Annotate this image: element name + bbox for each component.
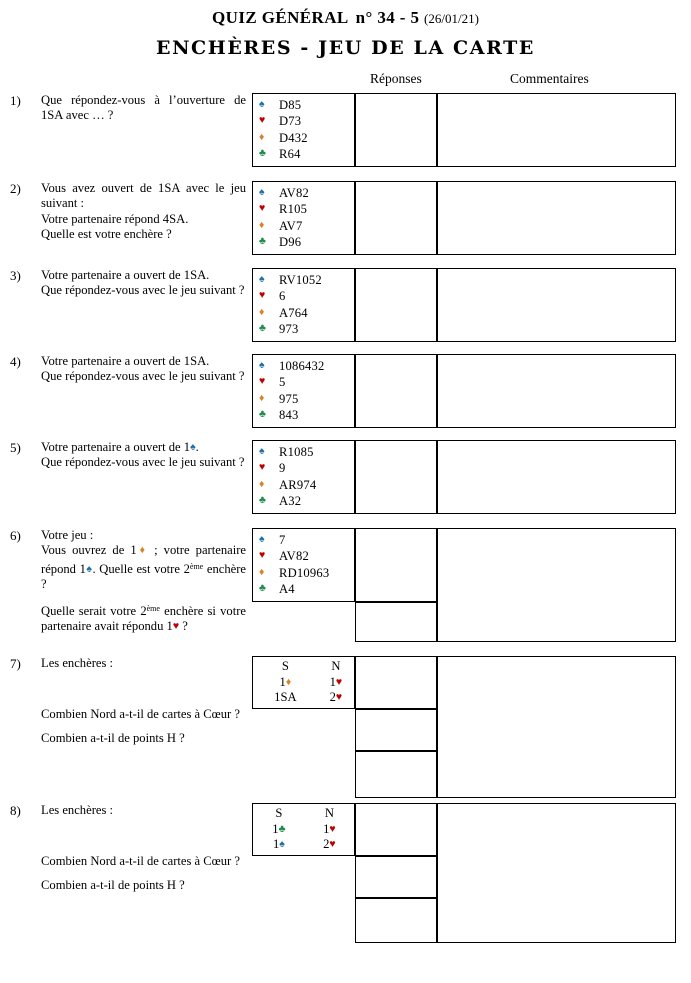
auction-header-north: N <box>331 659 341 673</box>
heart-icon: ♥ <box>335 692 343 703</box>
question-block-1 <box>0 93 691 181</box>
question-text: Votre partenaire a ouvert de 1♠. Que répondez-vous avec le jeu suivant ? <box>41 440 245 470</box>
question-number: 4) <box>10 354 21 369</box>
quiz-page <box>0 8 691 983</box>
spade-icon: ♠ <box>259 186 265 198</box>
response-cell[interactable] <box>355 268 437 342</box>
auction-header-row <box>253 659 354 675</box>
hand-cell <box>252 440 355 514</box>
title-number: n° 34 - 5 <box>355 8 420 27</box>
column-header-responses: Réponses <box>370 71 422 86</box>
hand-cell <box>252 268 355 342</box>
question-line-with-suit: Votre partenaire a ouvert de 1♠. <box>41 440 199 454</box>
spade-icon: ♠ <box>190 442 196 453</box>
response-cell-3[interactable] <box>355 898 437 943</box>
auction-header-south: S <box>281 659 289 673</box>
comment-cell[interactable] <box>437 93 676 167</box>
hand-row-spade <box>259 97 354 113</box>
heart-icon: ♥ <box>259 376 266 388</box>
auction-row <box>253 837 354 852</box>
auction-bid-south: 1SA <box>274 690 297 704</box>
hand-row-heart <box>259 288 354 304</box>
ordinal-suffix: ème <box>146 603 160 613</box>
hand-row-spade <box>259 185 354 201</box>
question-text: Votre partenaire a ouvert de 1SA. Que répondez-vous avec le jeu suivant ? <box>41 354 245 384</box>
hand-list <box>253 441 354 512</box>
diamond-icon: ♦ <box>285 677 292 688</box>
response-cell-1[interactable] <box>355 803 437 856</box>
hand-row-diamond <box>259 565 354 581</box>
auction-table <box>253 806 354 852</box>
diamond-icon: ♦ <box>259 478 265 490</box>
heart-icon: ♥ <box>259 115 266 127</box>
hand-heart-value: D73 <box>279 114 302 129</box>
spade-icon: ♠ <box>259 445 265 457</box>
question-block-6 <box>0 528 691 656</box>
hand-cell <box>252 354 355 428</box>
club-icon: ♣ <box>259 236 266 248</box>
hand-row-diamond <box>259 477 354 493</box>
question-block-4 <box>0 354 691 440</box>
diamond-icon: ♦ <box>136 545 148 557</box>
hand-row-diamond <box>259 130 354 146</box>
hand-cell <box>252 93 355 167</box>
auction-bid-north: 2♥ <box>329 690 343 704</box>
diamond-icon: ♦ <box>259 392 265 404</box>
hand-diamond-value: A764 <box>279 305 308 320</box>
auction-header-north: N <box>324 806 334 820</box>
hand-row-heart <box>259 113 354 129</box>
spade-icon: ♠ <box>259 533 265 545</box>
hand-diamond-value: AR974 <box>279 477 317 492</box>
question-text: Les enchères : Combien Nord a-t-il de cartes à Cœur ? Combien a-t-il de points H ? <box>41 656 240 745</box>
spade-icon: ♠ <box>259 273 265 285</box>
spade-icon: ♠ <box>259 98 265 110</box>
page-subtitle: ENCHÈRES - JEU DE LA CARTE <box>156 37 535 59</box>
heart-icon: ♥ <box>335 677 343 688</box>
hand-heart-value: AV82 <box>279 549 309 564</box>
heart-icon: ♥ <box>259 290 266 302</box>
club-icon: ♣ <box>278 824 286 835</box>
hand-row-heart <box>259 374 354 390</box>
hand-row-spade <box>259 532 354 548</box>
question-block-5 <box>0 440 691 528</box>
response-cell[interactable] <box>355 93 437 167</box>
hand-list <box>253 355 354 426</box>
question-block-7 <box>0 656 691 803</box>
question-text: Votre jeu : Vous ouvrez de 1♦ ; votre partenaire répond 1♠. Quelle est votre 2ème enchère ? Quelle serait votre 2ème enchère si votre partenaire avait répondu 1♥ ? <box>41 528 246 634</box>
column-header-comments: Commentaires <box>510 71 589 86</box>
club-icon: ♣ <box>259 409 266 421</box>
question-number: 7) <box>10 656 21 671</box>
hand-row-diamond <box>259 218 354 234</box>
heart-icon: ♥ <box>259 550 266 562</box>
response-cell-1[interactable] <box>355 528 437 602</box>
hand-row-club <box>259 321 354 337</box>
response-cell-2[interactable] <box>355 709 437 751</box>
question-block-8 <box>0 803 691 943</box>
hand-list <box>253 94 354 165</box>
hand-club-value: 843 <box>279 408 299 423</box>
hand-heart-value: 9 <box>279 461 286 476</box>
heart-icon: ♥ <box>329 824 336 835</box>
hand-row-heart <box>259 201 354 217</box>
diamond-icon: ♦ <box>259 566 265 578</box>
comment-cell[interactable] <box>437 528 676 642</box>
auction-cell <box>252 656 355 709</box>
spade-icon: ♠ <box>85 563 93 575</box>
hand-list <box>253 269 354 340</box>
column-headers <box>0 71 691 93</box>
auction-header-row <box>253 806 354 822</box>
auction-bid-south: 1♦ <box>279 675 292 689</box>
response-cell-1[interactable] <box>355 656 437 709</box>
question-number: 8) <box>10 803 21 818</box>
comment-cell[interactable] <box>437 656 676 798</box>
hand-spade-value: D85 <box>279 98 302 112</box>
hand-heart-value: R105 <box>279 202 308 217</box>
ordinal-suffix: ème <box>189 561 204 571</box>
hand-row-club <box>259 146 354 162</box>
hand-club-value: A32 <box>279 494 302 509</box>
hand-diamond-value: 975 <box>279 391 299 406</box>
club-icon: ♣ <box>259 148 266 160</box>
heart-icon: ♥ <box>329 839 336 850</box>
auction-row <box>253 690 354 705</box>
response-cell[interactable] <box>355 354 437 428</box>
hand-club-value: 973 <box>279 322 299 337</box>
hand-diamond-value: AV7 <box>279 218 303 233</box>
comment-cell[interactable] <box>437 354 676 428</box>
response-cell[interactable] <box>355 181 437 255</box>
hand-cell <box>252 181 355 255</box>
page-title <box>0 8 691 28</box>
club-icon: ♣ <box>259 583 266 595</box>
hand-row-club <box>259 407 354 423</box>
spade-icon: ♠ <box>259 359 265 371</box>
auction-bid-south: 1♠ <box>272 837 285 851</box>
hand-heart-value: 5 <box>279 375 286 390</box>
comment-cell[interactable] <box>437 181 676 255</box>
hand-spade-value: 7 <box>279 533 286 547</box>
comment-cell[interactable] <box>437 803 676 943</box>
hand-row-diamond <box>259 391 354 407</box>
club-icon: ♣ <box>259 323 266 335</box>
comment-cell[interactable] <box>437 268 676 342</box>
auction-row <box>253 822 354 837</box>
hand-row-spade <box>259 358 354 374</box>
hand-row-spade <box>259 444 354 460</box>
hand-diamond-value: RD10963 <box>279 565 330 580</box>
auction-table <box>253 659 354 705</box>
heart-icon: ♥ <box>172 621 180 633</box>
auction-bid-north: 1♥ <box>323 822 336 836</box>
hand-list <box>253 182 354 253</box>
heart-icon: ♥ <box>259 203 266 215</box>
question-text: Que répondez-vous à l’ouverture de 1SA avec … ? <box>41 93 246 123</box>
club-icon: ♣ <box>259 495 266 507</box>
question-text: Les enchères : Combien Nord a-t-il de cartes à Cœur ? Combien a-t-il de points H ? <box>41 803 240 892</box>
hand-row-club <box>259 234 354 250</box>
spade-icon: ♠ <box>279 839 285 850</box>
auction-cell <box>252 803 355 856</box>
question-line-with-suit: Quelle serait votre 2ème enchère si votre partenaire avait répondu 1♥ ? <box>41 603 246 634</box>
title-date: (26/01/21) <box>424 11 479 26</box>
hand-row-club <box>259 493 354 509</box>
hand-cell <box>252 528 355 602</box>
question-number: 2) <box>10 181 21 196</box>
hand-diamond-value: D432 <box>279 130 308 145</box>
hand-spade-value: AV82 <box>279 186 309 200</box>
hand-row-spade <box>259 272 354 288</box>
question-block-2 <box>0 181 691 268</box>
heart-icon: ♥ <box>259 462 266 474</box>
question-line-with-suit: Vous ouvrez de 1♦ ; votre partenaire répond 1♠. Quelle est votre 2ème enchère ? <box>41 543 246 592</box>
diamond-icon: ♦ <box>259 306 265 318</box>
question-block-3 <box>0 268 691 354</box>
comment-cell[interactable] <box>437 440 676 514</box>
hand-row-heart <box>259 548 354 564</box>
response-cell-2[interactable] <box>355 602 437 642</box>
question-text: Vous avez ouvert de 1SA avec le jeu suivant : Votre partenaire répond 4SA. Quelle est votre enchère ? <box>41 181 246 242</box>
auction-header-south: S <box>275 806 283 820</box>
response-cell-2[interactable] <box>355 856 437 898</box>
hand-club-value: A4 <box>279 582 295 597</box>
auction-bid-north: 1♥ <box>329 675 343 689</box>
question-number: 3) <box>10 268 21 283</box>
hand-club-value: R64 <box>279 147 301 162</box>
title-main: QUIZ GÉNÉRAL <box>212 8 349 27</box>
response-cell[interactable] <box>355 440 437 514</box>
question-number: 1) <box>10 93 21 108</box>
hand-club-value: D96 <box>279 235 302 250</box>
hand-row-heart <box>259 460 354 476</box>
auction-bid-south: 1♣ <box>272 822 286 836</box>
hand-spade-value: 1086432 <box>279 359 325 373</box>
response-cell-3[interactable] <box>355 751 437 798</box>
hand-row-club <box>259 581 354 597</box>
hand-row-diamond <box>259 305 354 321</box>
hand-spade-value: RV1052 <box>279 273 322 287</box>
question-number: 6) <box>10 528 21 543</box>
diamond-icon: ♦ <box>259 131 265 143</box>
hand-heart-value: 6 <box>279 289 286 304</box>
diamond-icon: ♦ <box>259 219 265 231</box>
question-number: 5) <box>10 440 21 455</box>
hand-list <box>253 529 354 600</box>
auction-row <box>253 675 354 690</box>
question-text: Votre partenaire a ouvert de 1SA. Que répondez-vous avec le jeu suivant ? <box>41 268 245 298</box>
hand-spade-value: R1085 <box>279 445 314 459</box>
auction-bid-north: 2♥ <box>323 837 336 851</box>
